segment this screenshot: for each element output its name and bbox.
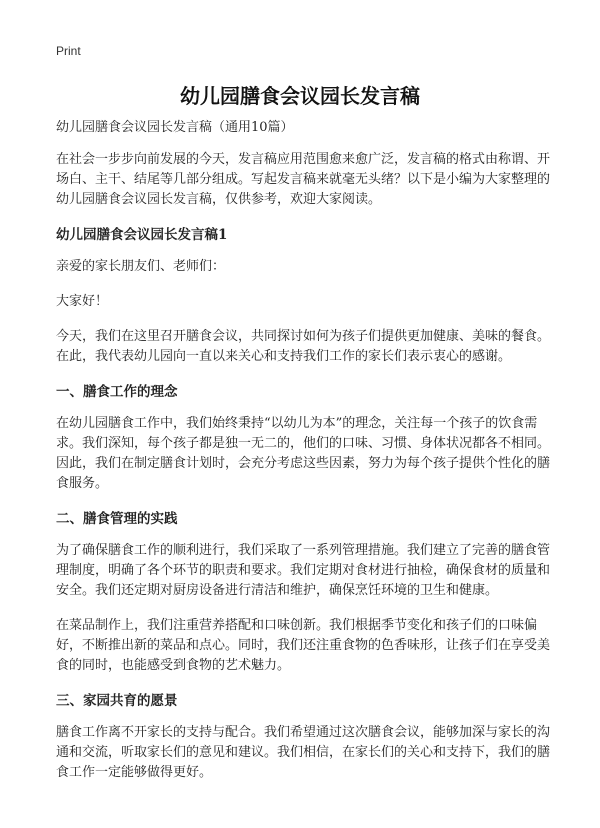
opening-paragraph: 今天，我们在这里召开膳食会议，共同探讨如何为孩子们提供更加健康、美味的餐食。在此，我代表幼儿园向一直以来关心和支持我们工作的家长们表示衷心的感谢。 (56, 329, 551, 364)
section-heading: 幼儿园膳食会议园长发言稿1 (56, 227, 228, 243)
paragraph-vision: 膳食工作离不开家长的支持与配合。我们希望通过这次膳食会议，能够加深与家长的沟通和交流，听取家长们的意见和建议。我们相信，在家长们的关心和支持下，我们的膳食工作一定能够做得更好。 (56, 725, 551, 780)
subheading-philosophy: 一、膳食工作的理念 (56, 384, 178, 400)
subheading-practice: 二、膳食管理的实践 (56, 511, 178, 527)
greeting: 亲爱的家长朋友们、老师们： (56, 259, 226, 274)
salutation: 大家好！ (56, 294, 109, 309)
paragraph-philosophy: 在幼儿园膳食工作中，我们始终秉持“以幼儿为本”的理念，关注每一个孩子的饮食需求。我们深知，每个孩子都是独一无二的，他们的口味、习惯、身体状况都各不相同。因此，我们在制定膳食计划时，会充分考虑这些因素，努力为每个孩子提供个性化的膳食服务。 (56, 416, 551, 491)
document-body (56, 118, 552, 798)
intro-paragraph: 在社会一步步向前发展的今天，发言稿应用范围愈来愈广泛，发言稿的格式由称谓、开场白、主干、结尾等几部分组成。写起发言稿来就毫无头绪？以下是小编为大家整理的幼儿园膳食会议园长发言稿，仅供参考，欢迎大家阅读。 (56, 152, 551, 207)
paragraph-practice-2: 在菜品制作上，我们注重营养搭配和口味创新。我们根据季节变化和孩子们的口味偏好，不断推出新的菜品和点心。同时，我们还注重食物的色香味形，让孩子们在享受美食的同时，也能感受到食物的艺术魅力。 (56, 618, 551, 673)
paragraph-practice-1: 为了确保膳食工作的顺利进行，我们采取了一系列管理措施。我们建立了完善的膳食管理制度，明确了各个环节的职责和要求。我们定期对食材进行抽检，确保食材的质量和安全。我们还定期对厨房设备进行清洁和维护，确保烹饪环境的卫生和健康。 (56, 543, 551, 598)
subtitle: 幼儿园膳食会议园长发言稿（通用10篇） (56, 120, 294, 135)
print-label: Print (56, 44, 81, 58)
subheading-vision: 三、家园共育的愿景 (56, 693, 178, 709)
page-title: 幼儿园膳食会议园长发言稿 (180, 84, 420, 108)
